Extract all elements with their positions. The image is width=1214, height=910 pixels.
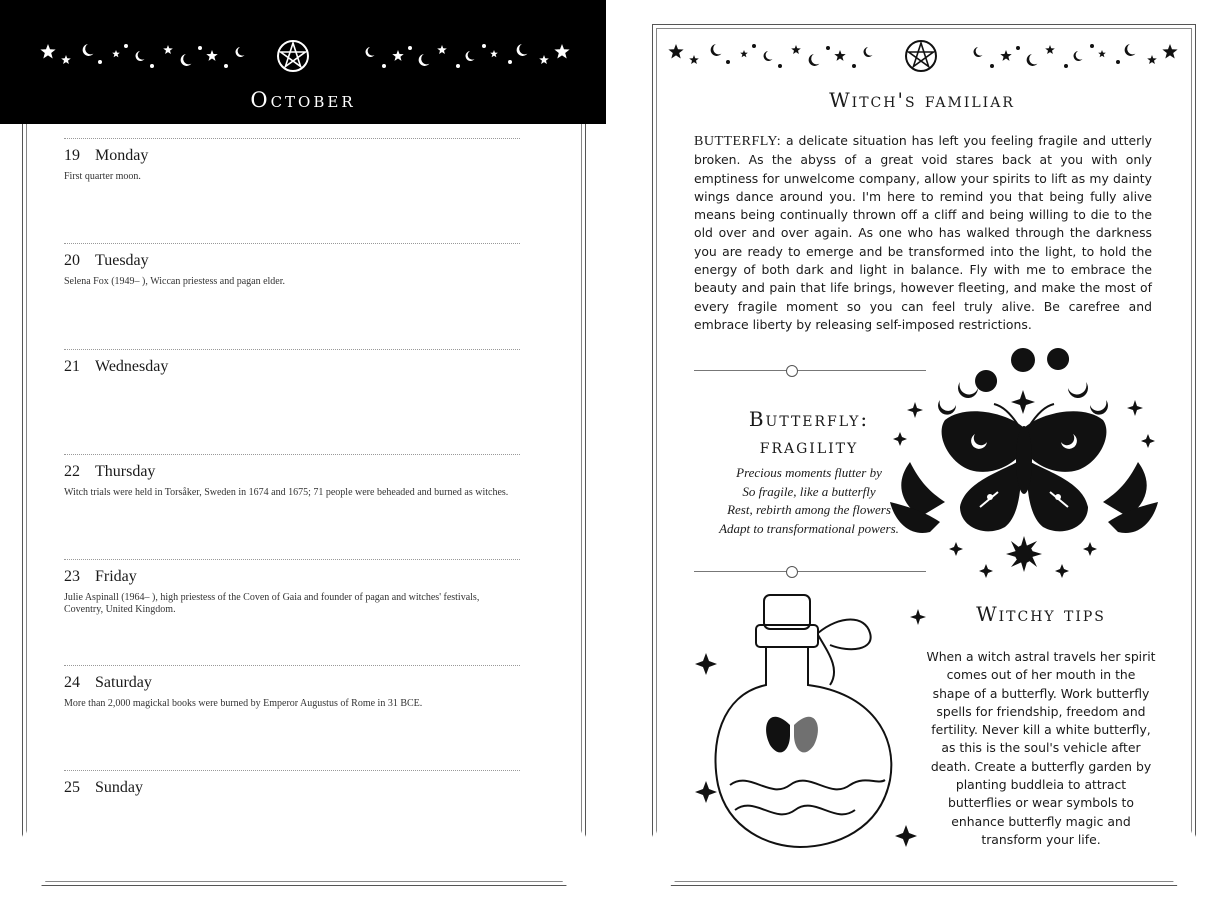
day-separator (64, 665, 520, 666)
familiar-text (694, 132, 1152, 334)
day-note: First quarter moon. (64, 171, 141, 182)
day-name: Sunday (95, 778, 143, 796)
day-title (64, 674, 520, 692)
poem-line: So fragile, like a butterfly (742, 483, 876, 499)
day-note: More than 2,000 magickal books were burned by Emperor Augustus of Rome in 31 BCE. (64, 697, 423, 709)
day-note: Selena Fox (1949– ), Wiccan priestess and pagan elder. (64, 276, 286, 288)
day-separator (64, 770, 520, 771)
tips-text: When a witch astral travels her spirit comes out of her mouth in the shape of a butterfly. Work butterfly spells for friendship, freedom and fertility. Never kill a white butterfly, as this is the soul's vehicle after death. Create a butterfly garden by planting buddleia to attract butterflies or wear symbols to enhance butterfly magic and transform your life. (926, 649, 1156, 847)
day-name: Saturday (95, 673, 152, 691)
day-title (64, 568, 520, 586)
day-number: 22 (64, 462, 80, 480)
day-name: Thursday (95, 462, 156, 480)
day-separator (64, 559, 520, 560)
divider-circle (786, 365, 798, 377)
poem-line: Rest, rebirth among the flowers (727, 502, 891, 517)
pentacle-icon (903, 38, 939, 74)
day-number: 25 (64, 778, 80, 796)
butterfly-in-bottle (766, 717, 818, 753)
day-name: Monday (95, 147, 149, 164)
day-entry (64, 243, 520, 288)
day-name: Friday (95, 568, 137, 586)
divider-circle (786, 566, 798, 578)
familiar-lead: BUTTERFLY: (694, 134, 782, 149)
familiar-body-text: a delicate situation has left you feeling fragile and utterly broken. As the abyss of a great void stares back at you with only emptiness for unwelcome company, allow your spirits to lift as my dainty wings dance around you. I'm here to remind you that being fully alive means being continually thrown off a cliff and being willing to die to the old over and over again. As one who has walked through the darkness you are ready to emerge and be transformed into the light, to hold the energy of both dark and light in balance. Fly with me to embrace the beauty and pain that life brings, however fleeting, and make the most of every fragile moment so you can feel truly alive. Be carefree and embrace liberty by releasing self-imposed restrictions. (694, 133, 1152, 332)
day-separator (64, 349, 520, 350)
day-entry (64, 559, 520, 616)
day-number: 19 (64, 147, 80, 164)
poem-line: Precious moments flutter by (736, 465, 882, 480)
familiar-title: Witch's familiar (829, 88, 1015, 112)
day-title (64, 779, 520, 797)
day-title (64, 463, 520, 481)
day-number: 23 (64, 568, 80, 586)
moth-illustration (890, 342, 1170, 587)
day-separator (64, 243, 520, 244)
day-number: 24 (64, 673, 80, 691)
day-number: 21 (64, 357, 80, 375)
pentacle-icon (275, 38, 311, 74)
poem-line: Adapt to transformational powers. (719, 520, 899, 536)
day-title (64, 147, 520, 165)
day-name: Wednesday (95, 357, 169, 375)
day-note: Julie Aspinall (1964– ), high priestess of the Coven of Gaia and founder of pagan and witches' festivals, Coventry, United Kingdom. (64, 592, 480, 616)
day-entry (64, 349, 520, 382)
moth-body (942, 404, 1107, 531)
day-number: 20 (64, 252, 80, 270)
butterfly-heading-line2: fragility (759, 434, 859, 458)
potion-bottle-illustration (690, 585, 930, 860)
day-separator (64, 454, 520, 455)
day-entry (64, 770, 520, 803)
day-name: Tuesday (95, 252, 149, 270)
day-title (64, 358, 520, 376)
sun-icon (1006, 536, 1042, 572)
day-entry (64, 454, 520, 499)
day-separator (64, 138, 520, 139)
month-title: October (250, 88, 356, 112)
day-entry (64, 138, 520, 183)
day-title (64, 252, 520, 270)
tips-heading: Witchy tips (976, 602, 1106, 626)
day-entry (64, 665, 520, 710)
butterfly-heading-line1: Butterfly: (748, 407, 870, 431)
month-header (0, 0, 606, 124)
day-note: Witch trials were held in Torsåker, Sweden in 1674 and 1675; 71 people were beheaded and burned as witches. (64, 486, 509, 498)
